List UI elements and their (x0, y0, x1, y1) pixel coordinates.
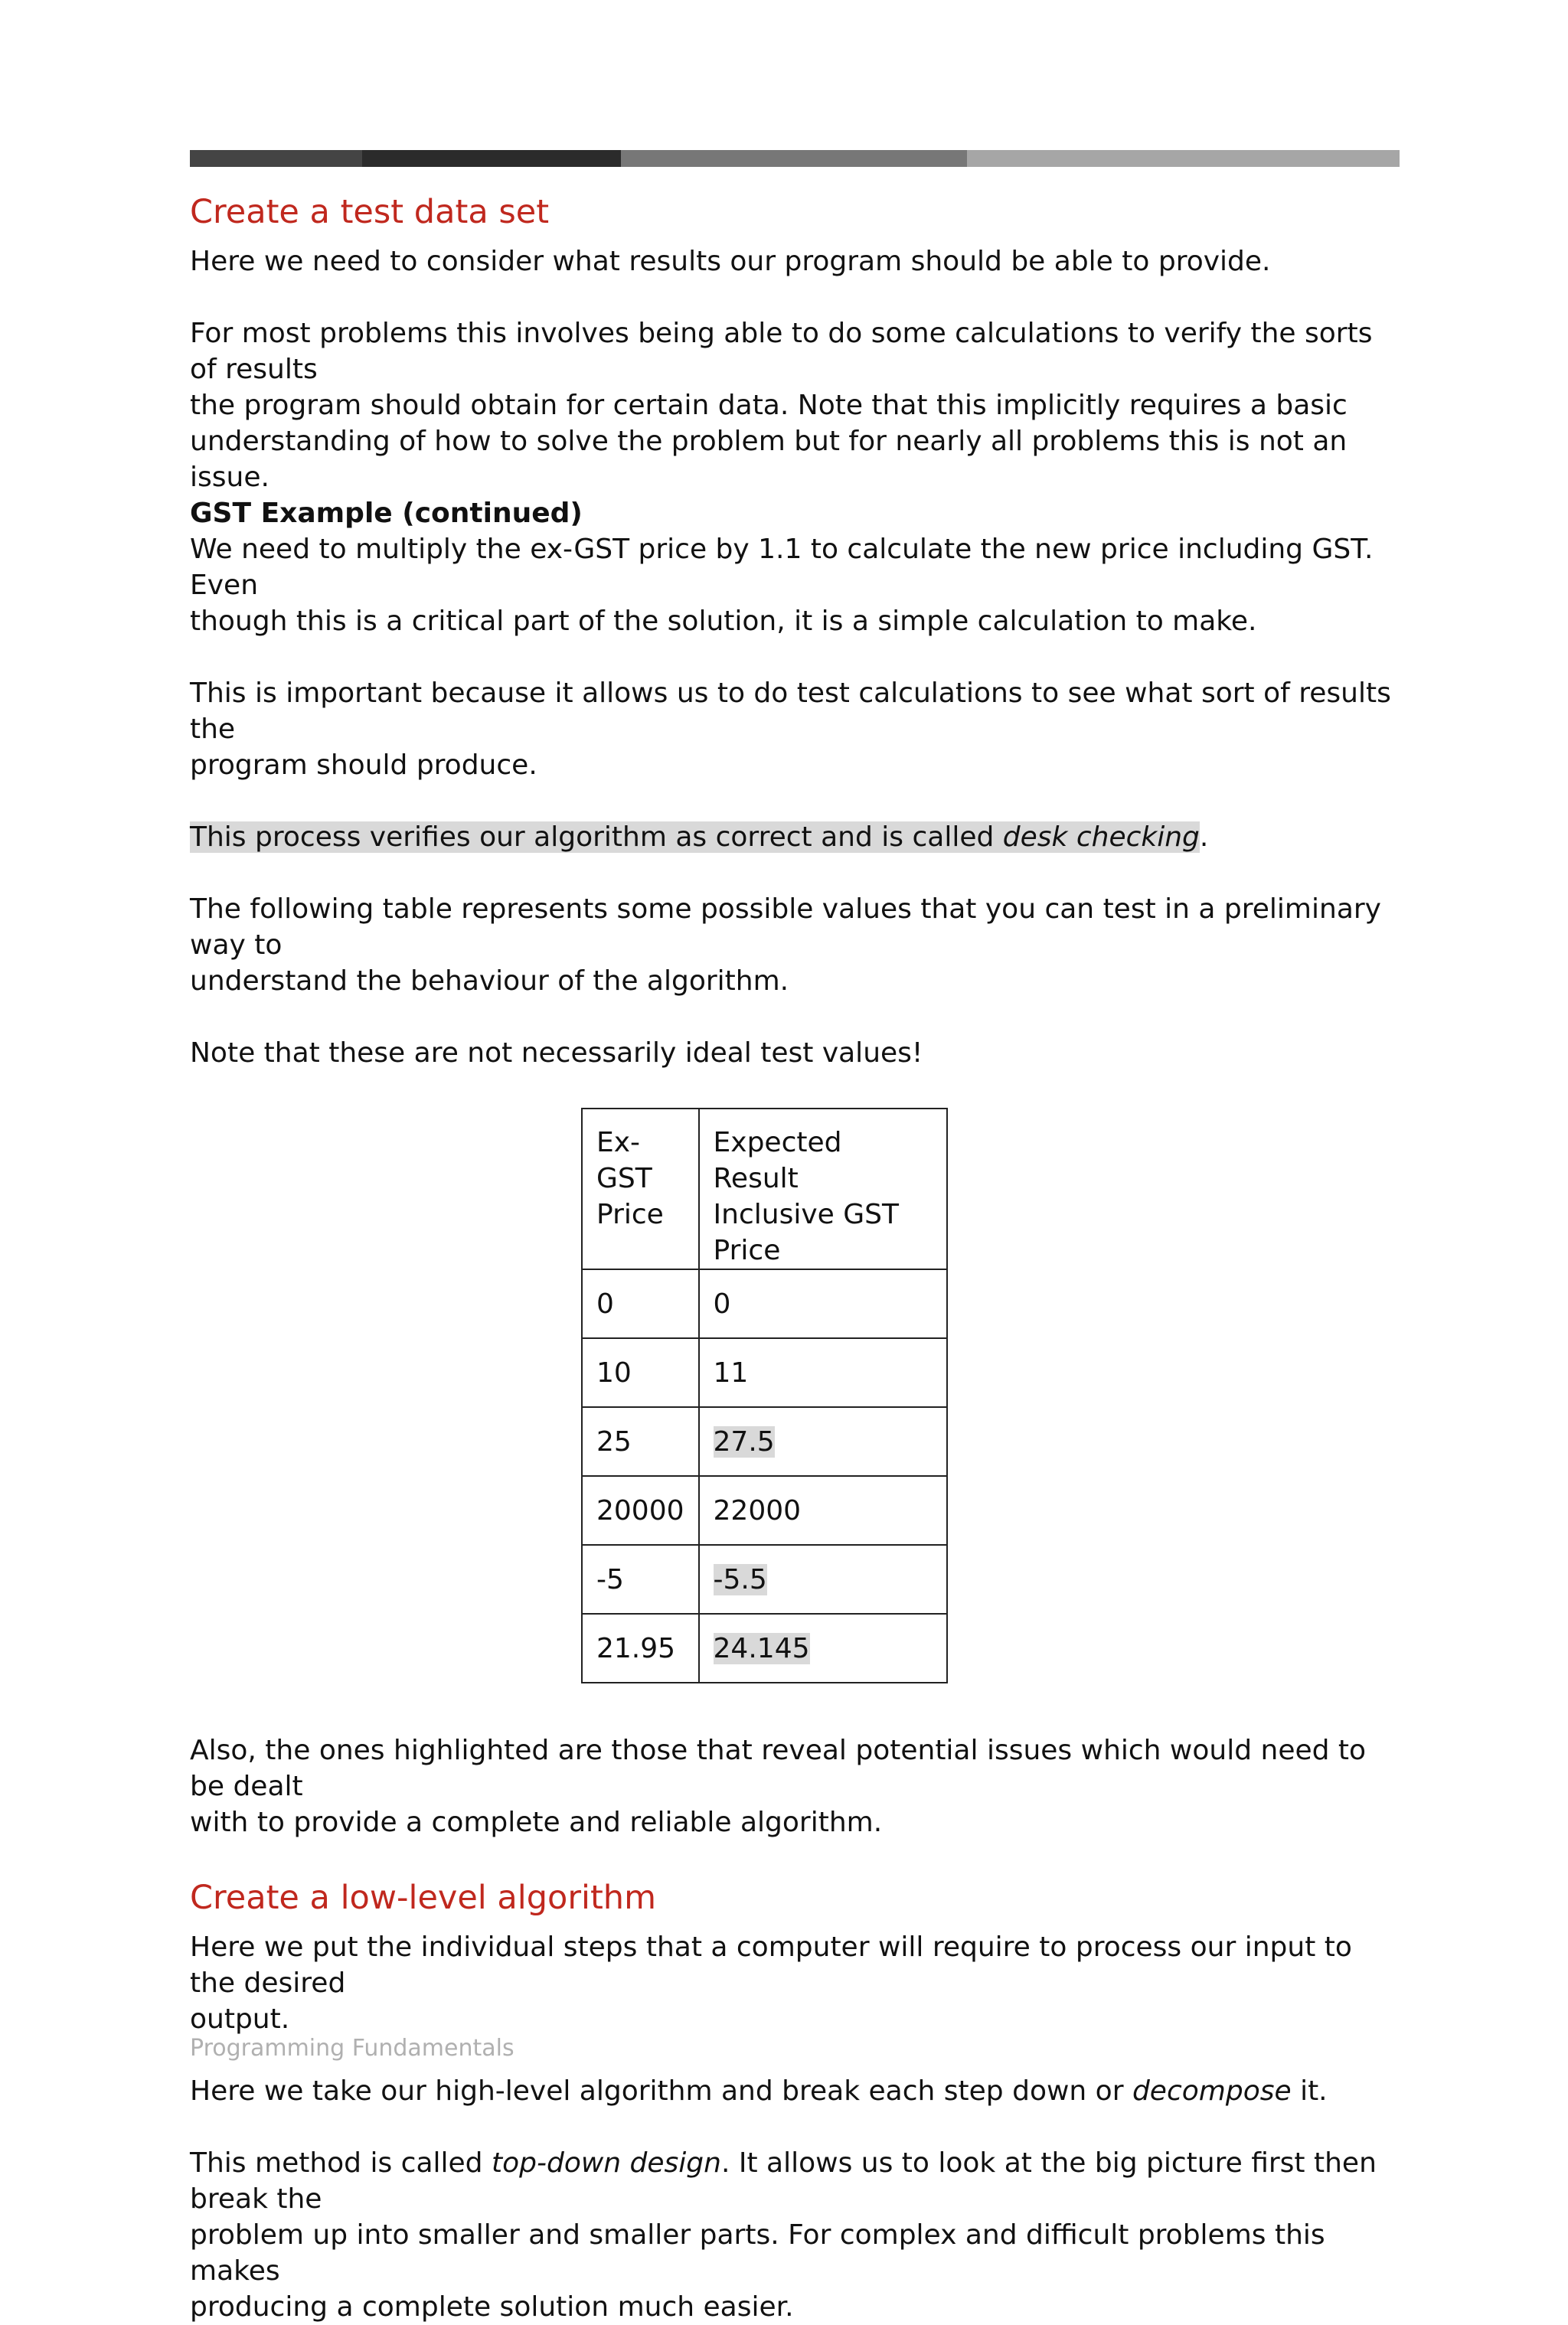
paragraph-calculations (190, 315, 1400, 495)
paragraph-desk-checking (190, 819, 1400, 855)
paragraph-gst-multiply (190, 531, 1400, 639)
cell-value: 25 (596, 1426, 632, 1458)
text-line: understanding of how to solve the problem but for nearly all problems this is not an issue. (190, 426, 1348, 493)
cell-ex-gst-price (582, 1476, 699, 1545)
table-row (582, 1338, 947, 1407)
cell-value: 22000 (713, 1495, 802, 1527)
header-bar-segment (621, 150, 967, 167)
cell-ex-gst-price (582, 1269, 699, 1338)
paragraph-importance (190, 675, 1400, 783)
cell-ex-gst-price (582, 1338, 699, 1407)
highlighted-cell-value: 24.145 (713, 1633, 810, 1664)
text-line: We need to multiply the ex-GST price by 1.1 to calculate the new price including GST. Even (190, 534, 1374, 601)
document-page (190, 150, 1400, 2325)
cell-value: 21.95 (596, 1633, 676, 1664)
header-line: Inclusive GST Price (713, 1199, 899, 1266)
text-line: the program should obtain for certain data. Note that this implicitly requires a basic (190, 390, 1348, 421)
header-line: Price (596, 1199, 664, 1230)
cell-ex-gst-price (582, 1614, 699, 1683)
paragraph-top-down (190, 2145, 1400, 2325)
cell-ex-gst-price (582, 1407, 699, 1476)
table-row (582, 1269, 947, 1338)
cell-expected-result (699, 1269, 947, 1338)
header-line: Expected Result (713, 1127, 842, 1194)
cell-expected-result (699, 1407, 947, 1476)
cell-value: 11 (713, 1357, 749, 1389)
italic-term: decompose (1132, 2075, 1292, 2107)
table-row (582, 1476, 947, 1545)
cell-value: 10 (596, 1357, 632, 1389)
page-footer: Programming Fundamentals (190, 2035, 514, 2062)
test-values-table (581, 1108, 948, 1683)
text-line: For most problems this involves being able to do some calculations to verify the sorts of results (190, 318, 1373, 385)
text-line: output. (190, 2003, 290, 2035)
text-run: . It allows us to look at the big picture first then break the (190, 2147, 1377, 2215)
header-line: Ex-GST (596, 1127, 652, 1194)
cell-value: -5 (596, 1564, 624, 1595)
text-line: with to provide a complete and reliable algorithm. (190, 1807, 883, 1838)
header-color-bar (190, 150, 1400, 167)
paragraph-individual-steps (190, 1929, 1400, 2037)
text-line: This is important because it allows us to do test calculations to see what sort of results the (190, 678, 1391, 745)
text-line: program should produce. (190, 749, 537, 781)
section-heading-test-data: Create a test data set (190, 193, 550, 231)
highlighted-text (190, 821, 1200, 853)
column-header-ex-gst (582, 1109, 699, 1269)
paragraph-decompose (190, 2073, 1400, 2109)
cell-value: 0 (596, 1288, 614, 1320)
example-subheading: GST Example (continued) (190, 498, 583, 529)
cell-ex-gst-price (582, 1545, 699, 1614)
table-row (582, 1614, 947, 1683)
table-row (582, 1545, 947, 1614)
text-run: . (1199, 821, 1209, 853)
table-row (582, 1407, 947, 1476)
text-run: it. (1291, 2075, 1328, 2107)
highlighted-cell-value: 27.5 (713, 1426, 775, 1458)
text-line: problem up into smaller and smaller parts. For complex and difficult problems this makes (190, 2219, 1325, 2287)
cell-expected-result (699, 1614, 947, 1683)
text-line: producing a complete solution much easier. (190, 2291, 794, 2323)
cell-expected-result (699, 1338, 947, 1407)
text-run: This process verifies our algorithm as correct and is called (190, 821, 1003, 853)
text-run: This method is called (190, 2147, 492, 2179)
highlighted-cell-value: -5.5 (713, 1564, 767, 1595)
text-line: Also, the ones highlighted are those that reveal potential issues which would need to be dealt (190, 1735, 1367, 1802)
text-line: The following table represents some possible values that you can test in a preliminary way to (190, 893, 1381, 961)
cell-value: 0 (713, 1288, 731, 1320)
header-bar-segment (190, 150, 362, 167)
paragraph-highlight-note (190, 1732, 1400, 1840)
section-heading-low-level: Create a low-level algorithm (190, 1879, 656, 1917)
text-line: Here we put the individual steps that a computer will require to process our input to the desired (190, 1932, 1352, 1999)
text-run: Here we take our high-level algorithm and break each step down or (190, 2075, 1132, 2107)
paragraph-note: Note that these are not necessarily ideal test values! (190, 1037, 923, 1069)
column-header-expected (699, 1109, 947, 1269)
header-bar-segment (362, 150, 621, 167)
italic-term: desk checking (1002, 821, 1200, 853)
header-bar-segment (967, 150, 1400, 167)
cell-value: 20000 (596, 1495, 684, 1527)
cell-expected-result (699, 1476, 947, 1545)
text-line: understand the behaviour of the algorithm. (190, 965, 789, 997)
table-header-row (582, 1109, 947, 1269)
test-values-table-container (581, 1108, 1400, 1683)
cell-expected-result (699, 1545, 947, 1614)
text-line: though this is a critical part of the solution, it is a simple calculation to make. (190, 606, 1257, 637)
paragraph-table-intro (190, 891, 1400, 999)
italic-term: top-down design (491, 2147, 721, 2179)
paragraph-intro: Here we need to consider what results our program should be able to provide. (190, 246, 1271, 277)
